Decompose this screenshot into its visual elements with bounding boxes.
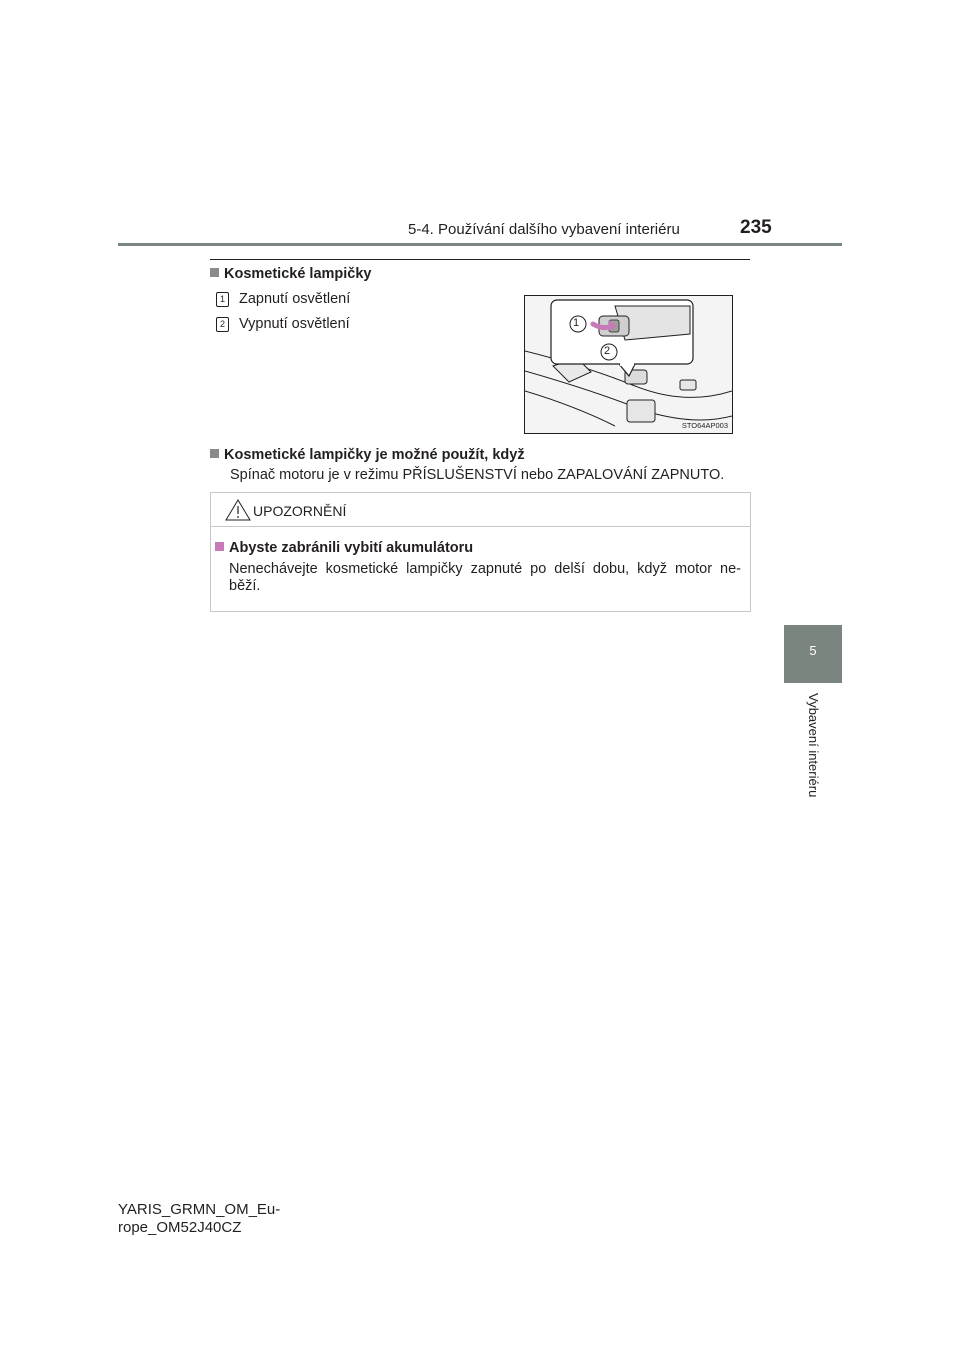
- list-item-label: Vypnutí osvětlení: [239, 316, 350, 332]
- header-section-title: 5-4. Používání dalšího vybavení interiéru: [408, 221, 680, 238]
- ceiling-console-drawing: [525, 296, 732, 433]
- section-divider: [210, 259, 750, 260]
- square-bullet-icon: [210, 268, 219, 277]
- footer-line: rope_OM52J40CZ: [118, 1219, 242, 1236]
- caution-title: UPOZORNĚNÍ: [253, 503, 347, 519]
- list-item: [216, 316, 350, 332]
- callout-number: 1: [573, 317, 580, 329]
- section-heading-text: Kosmetické lampičky: [224, 266, 372, 282]
- figure-code: STO64AP003: [681, 421, 728, 430]
- footer-doc-id: [118, 1201, 280, 1237]
- list-item: [216, 291, 350, 307]
- body-text: Spínač motoru je v režimu PŘÍSLUŠENSTVÍ nebo ZAPALOVÁNÍ ZAPNUTO.: [230, 467, 725, 483]
- number-badge: 1: [216, 292, 229, 307]
- square-bullet-icon: [215, 542, 224, 551]
- caution-text-line: Nenechávejte kosmetické lampičky zapnuté po delší dobu, když motor ne-: [229, 561, 741, 577]
- header-divider: [118, 243, 842, 246]
- caution-heading: [215, 540, 473, 556]
- section-heading-text: Kosmetické lampičky je možné použít, když: [224, 447, 525, 463]
- callout-number: 2: [604, 345, 611, 357]
- caution-text-line: běží.: [229, 578, 261, 594]
- caution-heading-text: Abyste zabránili vybití akumulátoru: [229, 540, 474, 556]
- number-badge: 2: [216, 317, 229, 332]
- caution-box: [210, 492, 751, 612]
- chapter-label: Vybavení interiéru: [806, 693, 821, 798]
- footer-line: YARIS_GRMN_OM_Eu-: [118, 1201, 281, 1218]
- page-number: 235: [740, 217, 772, 238]
- square-bullet-icon: [210, 449, 219, 458]
- chapter-number: 5: [809, 643, 817, 658]
- vanity-light-illustration: [524, 295, 733, 434]
- warning-triangle-icon: [225, 499, 251, 521]
- section-heading-vanity-lights: [210, 266, 372, 282]
- section-heading-usage-condition: [210, 447, 525, 463]
- chapter-tab: [784, 625, 842, 683]
- caution-header: [211, 493, 750, 527]
- list-item-label: Zapnutí osvětlení: [239, 291, 351, 307]
